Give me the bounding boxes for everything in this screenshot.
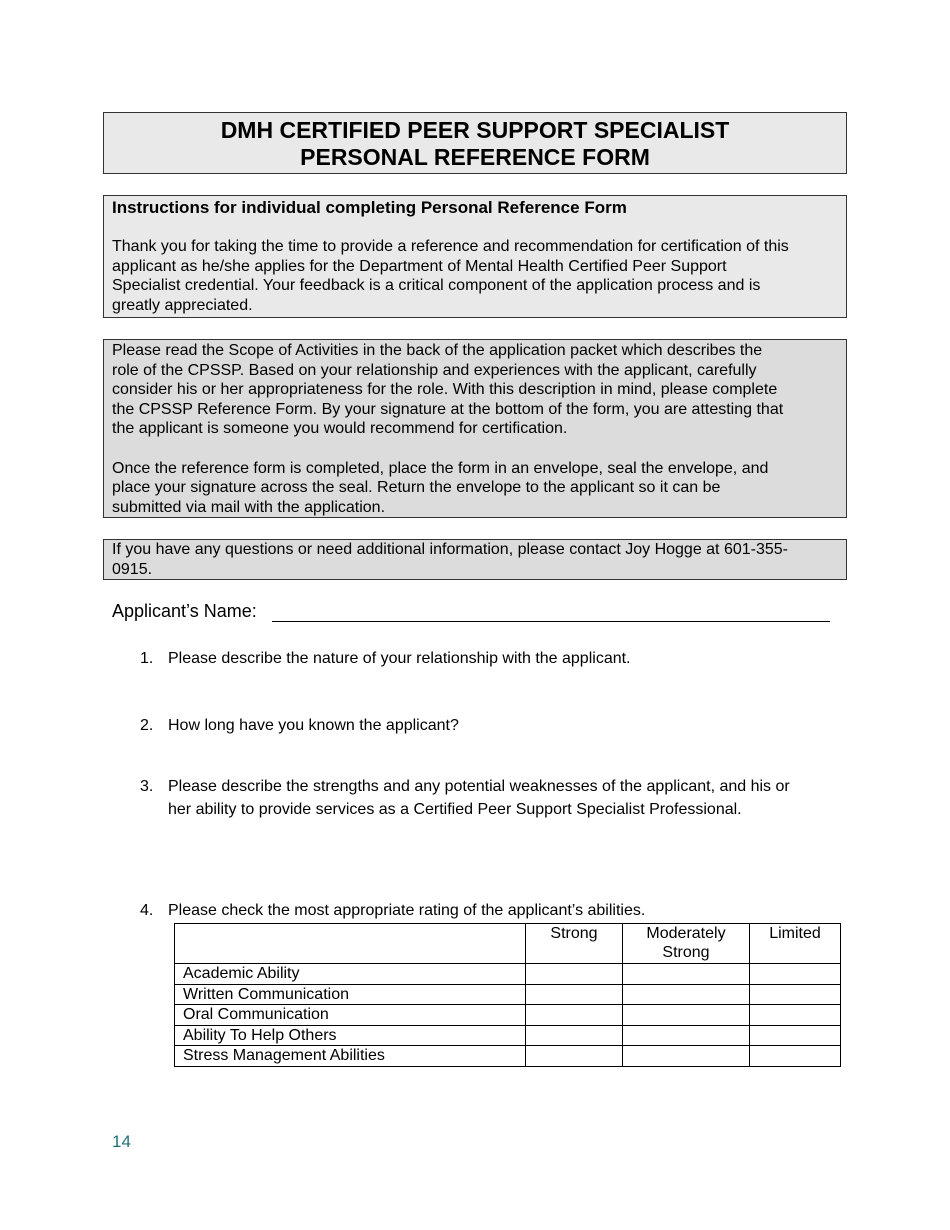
scope-line: role of the CPSSP. Based on your relationship and experiences with the applicant, carefully	[112, 361, 757, 379]
ability-label: Written Communication	[175, 984, 526, 1005]
instructions-heading: Instructions for individual completing Personal Reference Form	[112, 198, 627, 217]
header-limited: Limited	[750, 924, 841, 964]
instructions-line: Specialist credential. Your feedback is a critical component of the application process and is	[112, 277, 761, 295]
instructions-box	[103, 195, 847, 318]
rating-cell-strong[interactable]	[526, 1046, 623, 1067]
rating-cell-strong[interactable]	[526, 964, 623, 985]
scope-line: Please read the Scope of Activities in the back of the application packet which describes the	[112, 342, 763, 359]
question-number: 2.	[140, 717, 154, 734]
rating-cell-limited[interactable]	[750, 1005, 841, 1026]
contact-box	[103, 539, 847, 580]
table-row	[175, 1046, 841, 1067]
question-text: How long have you known the applicant?	[168, 717, 459, 734]
applicant-name-row	[112, 600, 830, 622]
table-row	[175, 984, 841, 1005]
form-title-line2: PERSONAL REFERENCE FORM	[300, 144, 650, 170]
scope-line: consider his or her appropriateness for the role. With this description in mind, please complete	[112, 381, 778, 399]
page-number: 14	[112, 1132, 131, 1151]
question-text: Please check the most appropriate rating of the applicant’s abilities.	[168, 902, 646, 919]
rating-cell-moderately-strong[interactable]	[623, 1025, 750, 1046]
scope-line: place your signature across the seal. Return the envelope to the applicant so it can be	[112, 479, 721, 497]
applicant-name-label: Applicant’s Name:	[112, 601, 257, 621]
header-blank-cell	[175, 924, 526, 964]
question-text: Please describe the nature of your relationship with the applicant.	[168, 650, 631, 667]
scope-line: the CPSSP Reference Form. By your signature at the bottom of the form, you are attesting that	[112, 400, 784, 418]
scope-line: the applicant is someone you would recommend for certification.	[112, 420, 568, 438]
question-text: Please describe the strengths and any potential weaknesses of the applicant, and his or	[168, 778, 790, 795]
rating-table	[174, 923, 841, 1067]
question-number: 1.	[140, 650, 154, 667]
scope-line: submitted via mail with the application.	[112, 498, 386, 516]
contact-line: If you have any questions or need additional information, please contact Joy Hogge at 601-355-	[112, 541, 788, 558]
scope-box	[103, 339, 847, 518]
header-strong: Strong	[526, 924, 623, 964]
rating-cell-moderately-strong[interactable]	[623, 964, 750, 985]
instructions-line: greatly appreciated.	[112, 296, 253, 314]
rating-cell-moderately-strong[interactable]	[623, 1005, 750, 1026]
rating-cell-strong[interactable]	[526, 1005, 623, 1026]
rating-cell-moderately-strong[interactable]	[623, 1046, 750, 1067]
rating-cell-moderately-strong[interactable]	[623, 984, 750, 1005]
question-number: 4.	[140, 902, 154, 919]
contact-line: 0915.	[112, 560, 153, 578]
instructions-line: Thank you for taking the time to provide a reference and recommendation for certification of this	[112, 238, 789, 255]
question-number: 3.	[140, 778, 154, 795]
ability-label: Stress Management Abilities	[175, 1046, 526, 1067]
rating-cell-strong[interactable]	[526, 984, 623, 1005]
ability-label: Oral Communication	[175, 1005, 526, 1026]
ability-label: Academic Ability	[175, 964, 526, 985]
question-text: her ability to provide services as a Certified Peer Support Specialist Professional.	[168, 801, 742, 818]
header-moderately-strong: Moderately Strong	[623, 924, 750, 964]
rating-header-row	[175, 924, 841, 964]
table-row	[175, 1005, 841, 1026]
applicant-name-field[interactable]	[272, 601, 830, 622]
instructions-line: applicant as he/she applies for the Department of Mental Health Certified Peer Support	[112, 257, 727, 275]
rating-cell-strong[interactable]	[526, 1025, 623, 1046]
scope-line: Once the reference form is completed, place the form in an envelope, seal the envelope, and	[112, 459, 769, 477]
rating-cell-limited[interactable]	[750, 1025, 841, 1046]
form-title-line1: DMH CERTIFIED PEER SUPPORT SPECIALIST	[220, 117, 730, 143]
rating-cell-limited[interactable]	[750, 964, 841, 985]
rating-cell-limited[interactable]	[750, 1046, 841, 1067]
rating-cell-limited[interactable]	[750, 984, 841, 1005]
ability-label: Ability To Help Others	[175, 1025, 526, 1046]
table-row	[175, 1025, 841, 1046]
form-title-box	[103, 112, 847, 174]
table-row	[175, 964, 841, 985]
